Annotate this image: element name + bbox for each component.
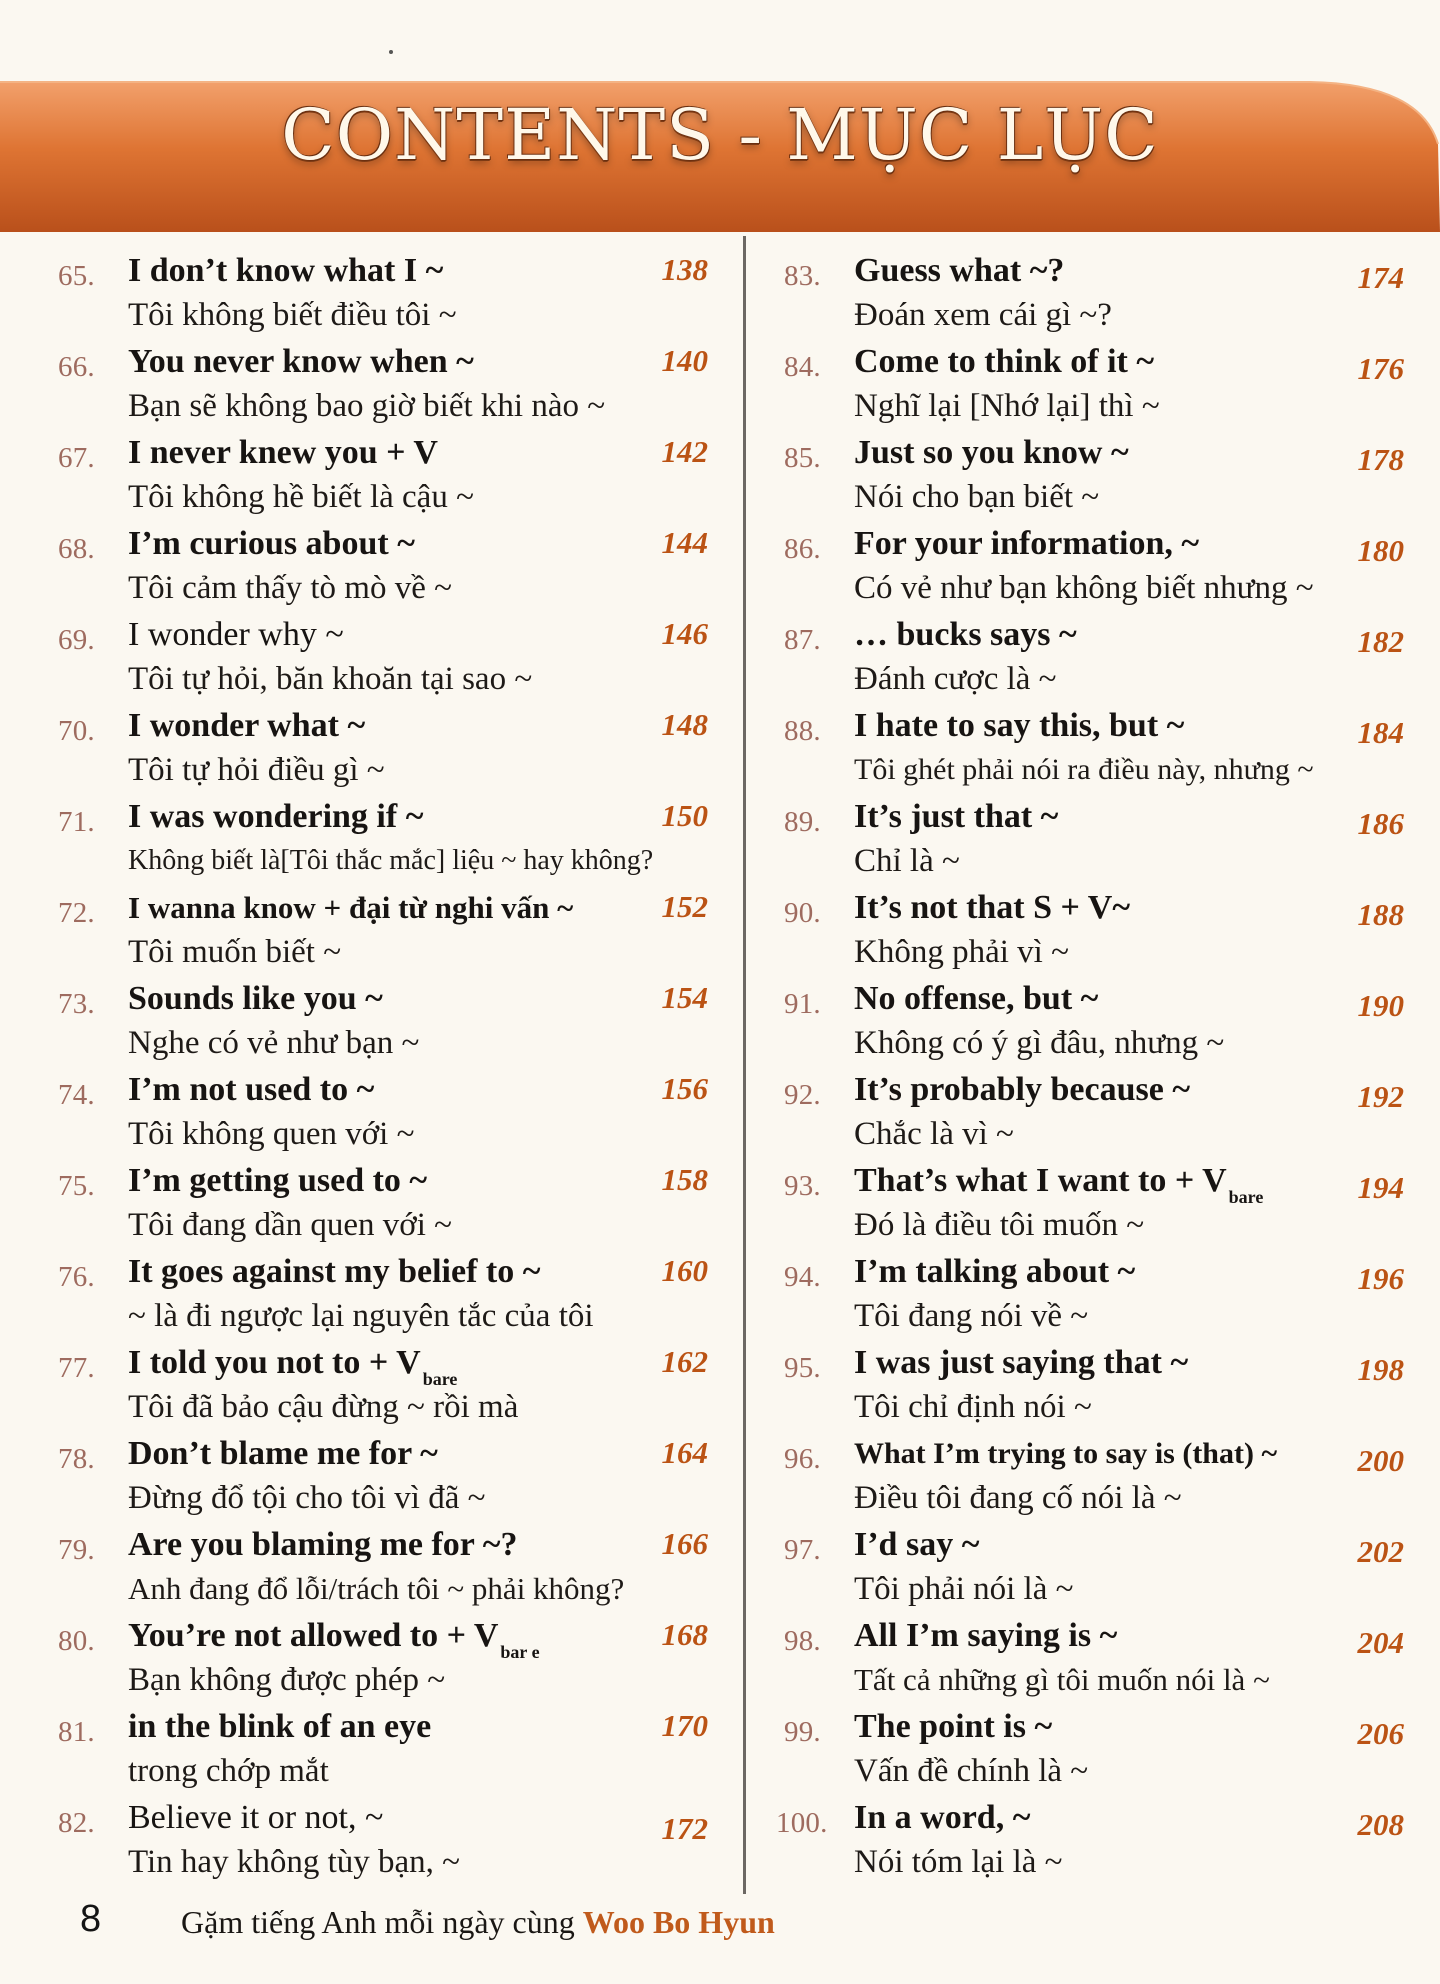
entry-number: 100. (776, 1807, 828, 1839)
entry-translation: Chắc là vì ~ (854, 1116, 1014, 1152)
entry-page: 164 (661, 1435, 708, 1470)
entry-page: 168 (661, 1617, 708, 1652)
entry-translation: Tôi tự hỏi, băn khoăn tại sao ~ (128, 661, 533, 697)
entry-translation: Tin hay không tùy bạn, ~ (128, 1844, 460, 1880)
entry-title: I was just saying that ~ (854, 1344, 1189, 1381)
entry-title: Guess what ~? (854, 252, 1065, 289)
entry-translation: Bạn không được phép ~ (128, 1662, 446, 1698)
entry-title: Believe it or not, ~ (128, 1799, 384, 1836)
entry-translation: Tôi phải nói là ~ (854, 1571, 1074, 1607)
entry-title: I’m curious about ~ (128, 525, 415, 562)
entry-number: 91. (784, 988, 821, 1020)
toc-entry-86 (784, 523, 1404, 614)
contents-left-column (58, 250, 708, 1888)
toc-entry-81 (58, 1706, 708, 1797)
entry-translation: Không phải vì ~ (854, 934, 1069, 970)
toc-entry-79 (58, 1524, 708, 1615)
entry-title: in the blink of an eye (128, 1708, 432, 1745)
entry-translation: Không có ý gì đâu, nhưng ~ (854, 1025, 1225, 1061)
toc-entry-67 (58, 432, 708, 523)
entry-title: I wonder what ~ (128, 707, 366, 744)
entry-translation: Tôi chỉ định nói ~ (854, 1389, 1092, 1425)
entry-title: You never know when ~ (128, 343, 474, 380)
entry-page: 184 (1357, 715, 1404, 750)
entry-page: 166 (661, 1526, 708, 1561)
toc-entry-87 (784, 614, 1404, 705)
entry-translation: Tôi ghét phải nói ra điều này, nhưng ~ (854, 753, 1314, 786)
toc-entry-84 (784, 341, 1404, 432)
entry-translation: Tôi đã bảo cậu đừng ~ rồi mà (128, 1389, 519, 1425)
entry-number: 82. (58, 1807, 95, 1839)
entry-number: 83. (784, 260, 821, 292)
entry-title: Are you blaming me for ~? (128, 1526, 518, 1563)
entry-number: 80. (58, 1625, 95, 1657)
entry-page: 208 (1357, 1807, 1404, 1842)
entry-page: 178 (1357, 442, 1404, 477)
page-footer (0, 1898, 1440, 1958)
entry-page: 188 (1357, 897, 1404, 932)
entry-number: 73. (58, 988, 95, 1020)
entry-translation: Tôi không hề biết là cậu ~ (128, 479, 474, 515)
entry-translation: Tôi cảm thấy tò mò về ~ (128, 570, 452, 606)
entry-translation: Nói tóm lại là ~ (854, 1844, 1063, 1880)
entry-title: For your information, ~ (854, 525, 1200, 562)
entry-number: 81. (58, 1716, 95, 1748)
toc-entry-88 (784, 705, 1404, 796)
entry-title: All I’m saying is ~ (854, 1617, 1118, 1654)
entry-page: 154 (661, 980, 708, 1015)
entry-number: 75. (58, 1170, 95, 1202)
entry-title: In a word, ~ (854, 1799, 1031, 1836)
entry-title: It goes against my belief to ~ (128, 1253, 541, 1290)
entry-title: … bucks says ~ (854, 616, 1077, 653)
entry-number: 72. (58, 897, 95, 929)
entry-page: 182 (1357, 624, 1404, 659)
entry-translation: Bạn sẽ không bao giờ biết khi nào ~ (128, 388, 606, 424)
contents-title: CONTENTS - MỤC LỤC (281, 94, 1159, 176)
entry-page: 142 (661, 434, 708, 469)
entry-title: I’m not used to ~ (128, 1071, 375, 1108)
toc-entry-70 (58, 705, 708, 796)
toc-entry-96 (784, 1433, 1404, 1524)
entry-number: 65. (58, 260, 95, 292)
entry-number: 71. (58, 806, 95, 838)
entry-page: 144 (661, 525, 708, 560)
entry-translation: Đánh cược là ~ (854, 661, 1057, 697)
entry-number: 85. (784, 442, 821, 474)
contents-header (0, 74, 1440, 232)
entry-page: 150 (661, 798, 708, 833)
toc-entry-68 (58, 523, 708, 614)
toc-entry-80 (58, 1615, 708, 1706)
entry-title: I never knew you + V (128, 434, 438, 471)
entry-page: 138 (661, 252, 708, 287)
toc-entry-91 (784, 978, 1404, 1069)
toc-entry-66 (58, 341, 708, 432)
entry-translation: Tôi đang dần quen với ~ (128, 1207, 452, 1243)
footer-page-number: 8 (80, 1898, 102, 1940)
entry-page: 148 (661, 707, 708, 742)
entry-translation: Có vẻ như bạn không biết nhưng ~ (854, 570, 1314, 606)
entry-number: 89. (784, 806, 821, 838)
column-divider (743, 236, 746, 1894)
toc-entry-90 (784, 887, 1404, 978)
toc-entry-78 (58, 1433, 708, 1524)
entry-number: 98. (784, 1625, 821, 1657)
entry-number: 92. (784, 1079, 821, 1111)
entry-number: 87. (784, 624, 821, 656)
entry-page: 198 (1357, 1352, 1404, 1387)
toc-entry-98 (784, 1615, 1404, 1706)
entry-translation: trong chớp mắt (128, 1753, 329, 1789)
toc-entry-71 (58, 796, 708, 887)
entry-title: I’m getting used to ~ (128, 1162, 428, 1199)
entry-number: 77. (58, 1352, 95, 1384)
entry-page: 152 (661, 889, 708, 924)
toc-entry-85 (784, 432, 1404, 523)
entry-title: No offense, but ~ (854, 980, 1099, 1017)
entry-page: 172 (661, 1811, 708, 1846)
entry-title: Sounds like you ~ (128, 980, 383, 1017)
entry-number: 79. (58, 1534, 95, 1566)
entry-translation: Tất cả những gì tôi muốn nói là ~ (854, 1662, 1270, 1697)
toc-entry-77 (58, 1342, 708, 1433)
entry-title: I wonder why ~ (128, 616, 344, 653)
toc-entry-99 (784, 1706, 1404, 1797)
footer-book-title (181, 1904, 775, 1941)
entry-translation: Tôi không quen với ~ (128, 1116, 415, 1152)
entry-page: 160 (661, 1253, 708, 1288)
entry-number: 66. (58, 351, 95, 383)
entry-title: I hate to say this, but ~ (854, 707, 1185, 744)
entry-number: 97. (784, 1534, 821, 1566)
entry-page: 206 (1357, 1716, 1404, 1751)
entry-title-text: That’s what I want to + V (854, 1162, 1227, 1199)
entry-page: 190 (1357, 988, 1404, 1023)
footer-book-name: Gặm tiếng Anh mỗi ngày cùng (181, 1904, 575, 1940)
entry-number: 90. (784, 897, 821, 929)
entry-translation: Đừng đổ tội cho tôi vì đã ~ (128, 1480, 486, 1516)
entry-number: 74. (58, 1079, 95, 1111)
entry-translation: Tôi đang nói về ~ (854, 1298, 1089, 1334)
entry-translation: Không biết là[Tôi thắc mắc] liệu ~ hay không? (128, 845, 654, 876)
entry-translation: Anh đang đổ lỗi/trách tôi ~ phải không? (128, 1571, 625, 1606)
toc-entry-76 (58, 1251, 708, 1342)
entry-title-text: I told you not to + V (128, 1344, 421, 1381)
entry-number: 84. (784, 351, 821, 383)
toc-entry-97 (784, 1524, 1404, 1615)
entry-page: 196 (1357, 1261, 1404, 1296)
entry-page: 194 (1357, 1170, 1404, 1205)
entry-title: Don’t blame me for ~ (128, 1435, 438, 1472)
entry-number: 76. (58, 1261, 95, 1293)
entry-title: I was wondering if ~ (128, 798, 424, 835)
toc-entry-72 (58, 887, 708, 978)
entry-title-subscript: bare (1228, 1187, 1264, 1207)
toc-entry-92 (784, 1069, 1404, 1160)
toc-entry-94 (784, 1251, 1404, 1342)
entry-page: 174 (1357, 260, 1404, 295)
entry-title: It’s not that S + V~ (854, 889, 1131, 926)
entry-page: 146 (661, 616, 708, 651)
entry-number: 78. (58, 1443, 95, 1475)
toc-entry-100 (776, 1797, 1404, 1888)
entry-title: The point is ~ (854, 1708, 1053, 1745)
entry-title: I’d say ~ (854, 1526, 980, 1563)
entry-page: 186 (1357, 806, 1404, 841)
toc-entry-65 (58, 250, 708, 341)
entry-number: 95. (784, 1352, 821, 1384)
entry-title: I wanna know + đại từ nghi vấn ~ (128, 890, 574, 925)
toc-entry-69 (58, 614, 708, 705)
entry-number: 94. (784, 1261, 821, 1293)
toc-entry-73 (58, 978, 708, 1069)
toc-entry-74 (58, 1069, 708, 1160)
entry-number: 86. (784, 533, 821, 565)
entry-translation: Điều tôi đang cố nói là ~ (854, 1480, 1182, 1516)
entry-translation: Tôi tự hỏi điều gì ~ (128, 752, 385, 788)
entry-number: 67. (58, 442, 95, 474)
entry-translation: Nói cho bạn biết ~ (854, 479, 1100, 515)
toc-entry-75 (58, 1160, 708, 1251)
entry-title: I don’t know what I ~ (128, 252, 444, 289)
toc-entry-82 (58, 1797, 708, 1888)
page-speck (389, 50, 393, 54)
entry-translation: Đoán xem cái gì ~? (854, 297, 1112, 333)
toc-entry-95 (784, 1342, 1404, 1433)
entry-translation: Đó là điều tôi muốn ~ (854, 1207, 1145, 1243)
contents-right-column (776, 250, 1404, 1888)
entry-page: 200 (1357, 1443, 1404, 1478)
entry-page: 162 (661, 1344, 708, 1379)
toc-entry-93 (784, 1160, 1404, 1251)
entry-page: 176 (1357, 351, 1404, 386)
entry-title-subscript: bar e (500, 1642, 540, 1662)
entry-title: Come to think of it ~ (854, 343, 1155, 380)
entry-title-text: You’re not allowed to + V (128, 1617, 499, 1654)
entry-page: 204 (1357, 1625, 1404, 1660)
entry-translation: Chỉ là ~ (854, 843, 960, 879)
entry-translation: ~ là đi ngược lại nguyên tắc của tôi (128, 1298, 594, 1334)
entry-page: 140 (661, 343, 708, 378)
entry-page: 170 (661, 1708, 708, 1743)
toc-entry-83 (784, 250, 1404, 341)
entry-number: 68. (58, 533, 95, 565)
entry-translation: Nghĩ lại [Nhớ lại] thì ~ (854, 388, 1160, 424)
entry-page: 156 (661, 1071, 708, 1106)
entry-number: 69. (58, 624, 95, 656)
entry-number: 93. (784, 1170, 821, 1202)
entry-title-subscript: bare (422, 1369, 458, 1389)
entry-page: 158 (661, 1162, 708, 1197)
entry-page: 192 (1357, 1079, 1404, 1114)
entry-translation: Vấn đề chính là ~ (854, 1753, 1089, 1789)
entry-translation: Tôi muốn biết ~ (128, 934, 342, 970)
footer-author: Woo Bo Hyun (582, 1904, 775, 1940)
entry-page: 202 (1357, 1534, 1404, 1569)
entry-translation: Nghe có vẻ như bạn ~ (128, 1025, 420, 1061)
entry-number: 88. (784, 715, 821, 747)
toc-entry-89 (784, 796, 1404, 887)
entry-translation: Tôi không biết điều tôi ~ (128, 297, 457, 333)
entry-title: It’s probably because ~ (854, 1071, 1190, 1108)
entry-page: 180 (1357, 533, 1404, 568)
entry-title: I’m talking about ~ (854, 1253, 1136, 1290)
entry-title: It’s just that ~ (854, 798, 1059, 835)
entry-number: 99. (784, 1716, 821, 1748)
entry-title: What I’m trying to say is (that) ~ (854, 1437, 1278, 1470)
entry-title: Just so you know ~ (854, 434, 1129, 471)
entry-number: 70. (58, 715, 95, 747)
entry-number: 96. (784, 1443, 821, 1475)
